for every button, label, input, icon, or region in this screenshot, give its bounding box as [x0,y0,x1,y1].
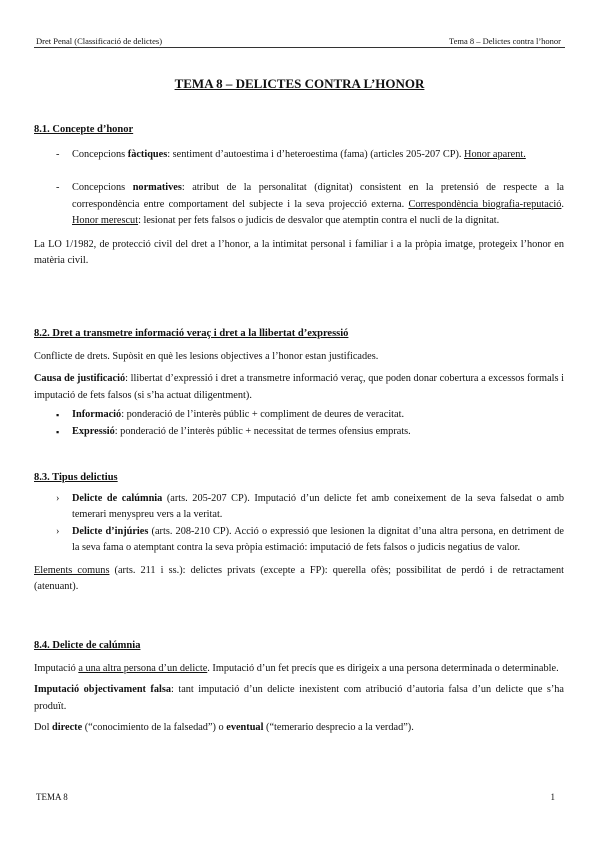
section-heading: 8.3. Tipus delictius [34,472,118,483]
section-heading: 8.2. Dret a transmetre informació veraç i dret a la llibertat d’expressió [34,328,349,339]
paragraph: Causa de justificació: llibertat d’expressió i dret a transmetre informació veraç, que poden donar cobertura a excessos formals i imputació de fets falsos (si s’ha actuat diligentment). [34,373,565,401]
footer-left: TEMA 8 [36,792,68,802]
list-item: - Concepcions normatives: atribut de la personalitat (dignitat) consistent en la pretensió de respecte a la correspondència entre comportament del subjecte i la seva projecció externa. Correspondència biografia-reputació. Honor merescut: lesionat per fets falsos o judicis de desvalor que atemptin contra el nucli de la dignitat. [34,180,564,230]
paragraph: Dol directe (“conocimiento de la falsedad”) o eventual (“temerario desprecio a la verdad”). [34,722,414,733]
section-8-3 [34,470,564,596]
paragraph: Elements comuns (arts. 211 i ss.): delictes privats (excepte a FP): querella ofès; possibilitat de perdó i de retractament (atenuant). [34,564,564,592]
paragraph: La LO 1/1982, de protecció civil del dret a l’honor, a la intimitat personal i familiar i a la pròpia imatge, protegeix l’honor en matèria civil. [34,238,564,266]
paragraph: Imputació objectivament falsa: tant imputació d’un delicte inexistent com atribució d’autoria falsa d’un delicte que s’ha produït. [34,684,564,712]
header-right: Tema 8 – Delictes contra l’honor [449,36,561,46]
list-item: ▪ Informació: ponderació de l’interès públic + compliment de deures de veracitat. [34,407,564,424]
section-heading: 8.4. Delicte de calúmnia [34,640,141,651]
paragraph: Conflicte de drets. Supòsit en què les lesions objectives a l’honor estan justificades. [34,350,379,362]
list-item: › Delicte de calúmnia (arts. 205-207 CP). Imputació d’un delicte fet amb coneixement de la seva falsedat o amb temerari menyspreu vers a la veritat. [34,491,564,524]
list-item: - Concepcions fàctiques: sentiment d’autoestima i d’heteroestima (fama) (articles 205-207 CP). Honor aparent. [34,147,564,164]
section-heading: 8.1. Concepte d’honor [34,124,134,135]
section-8-2 [34,326,564,440]
section-8-4 [34,638,564,737]
paragraph: Imputació a una altra persona d’un delicte. Imputació d’un fet precís que es dirigeix a una persona determinada o determinable. [34,662,559,674]
list-item: › Delicte d’injúries (arts. 208-210 CP). Acció o expressió que lesionen la dignitat d’una altra persona, en detriment de la seva fama o atemptant contra la seva pròpia estimació: imputació de fets falsos o judicis negatius de valor. [34,524,564,557]
list-item: ▪ Expressió: ponderació de l’interès públic + necessitat de termes ofensius emprats. [34,424,564,441]
section-8-1 [34,122,564,270]
page-number: 1 [550,792,555,802]
header-divider [34,47,565,48]
header-left: Dret Penal (Classificació de delictes) [36,36,163,46]
page-title: TEMA 8 – DELICTES CONTRA L’HONOR [174,76,425,91]
